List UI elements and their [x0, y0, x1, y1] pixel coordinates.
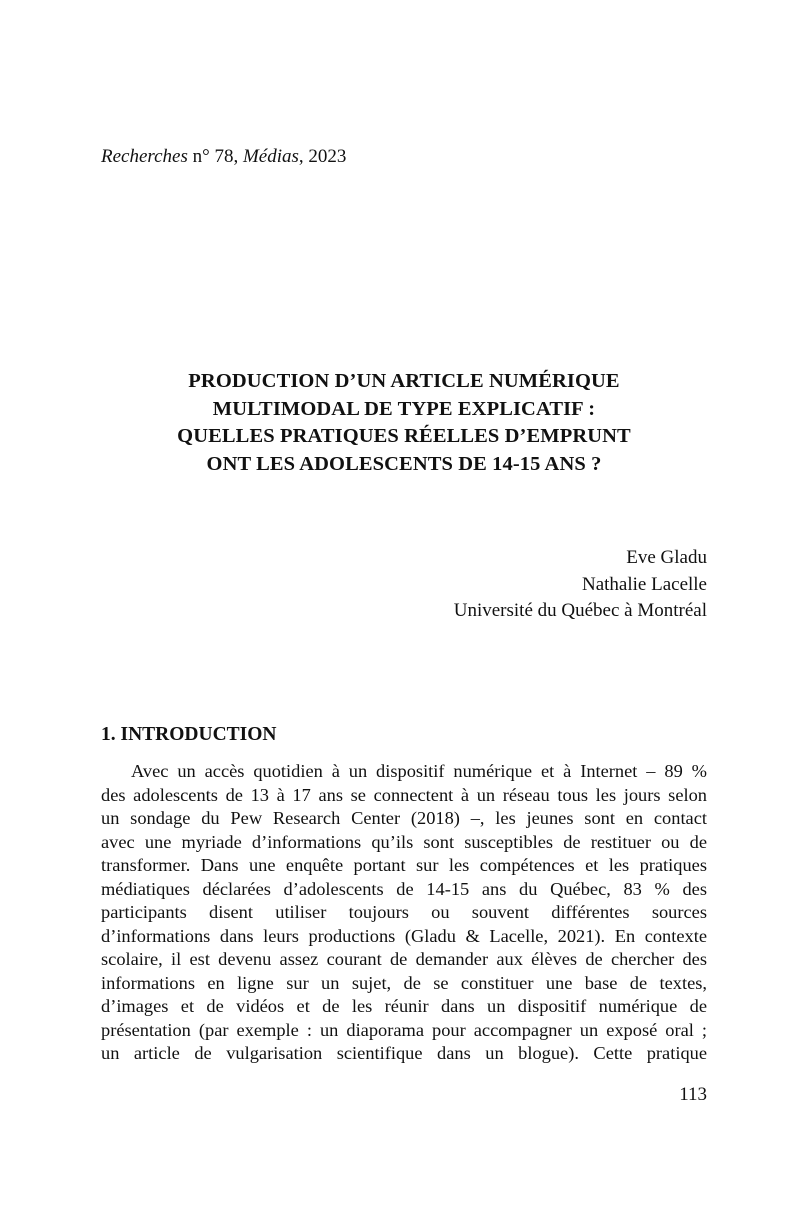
paragraph-line: participants disent utiliser toujours ou souvent différentes sources [101, 902, 707, 922]
title-line: ONT LES ADOLESCENTS DE 14-15 ANS ? [206, 452, 602, 475]
page-number: 113 [679, 1084, 707, 1105]
issue-year: , 2023 [298, 146, 347, 167]
paragraph-line: présentation (par exemple : un diaporama pour accompagner un exposé oral ; [101, 1019, 707, 1040]
issue-theme: Médias [242, 146, 299, 167]
title-line: MULTIMODAL DE TYPE EXPLICATIF : [212, 397, 596, 420]
journal-name: Recherches [101, 146, 188, 167]
paragraph-line: médiatiques déclarées d’adolescents de 14-15 ans du Québec, 83 % des [101, 878, 707, 899]
body-paragraph [101, 760, 707, 1066]
title-line: PRODUCTION D’UN ARTICLE NUMÉRIQUE [188, 370, 620, 392]
paragraph-line: d’images et de vidéos et de les réunir dans un dispositif numérique de [101, 996, 707, 1016]
paragraph-line: un article de vulgarisation scientifique dans un blogue). Cette pratique [101, 1043, 707, 1063]
author-name: Eve Gladu [626, 547, 707, 568]
paragraph-line: d’informations dans leurs productions (Gladu & Lacelle, 2021). En contexte [101, 925, 707, 946]
paragraph-line: Avec un accès quotidien à un dispositif numérique et à Internet – 89 % [131, 761, 707, 781]
author-name: Nathalie Lacelle [581, 573, 707, 595]
issue-number: n° 78, [187, 146, 243, 167]
paragraph-line: des adolescents de 13 à 17 ans se connectent à un réseau tous les jours selon [101, 784, 707, 805]
paragraph-line: informations en ligne sur un sujet, de se constituer une base de textes, [101, 972, 707, 993]
author-affiliation: Université du Québec à Montréal [453, 600, 707, 621]
paragraph-line: avec une myriade d’informations qu’ils sont susceptibles de restituer ou de [101, 831, 707, 852]
paragraph-line: scolaire, il est devenu assez courant de demander aux élèves de chercher des [101, 949, 707, 969]
paragraph-line: un sondage du Pew Research Center (2018) –, les jeunes sont en contact [101, 808, 707, 828]
section-heading: 1. INTRODUCTION [101, 724, 277, 745]
article-title [101, 368, 707, 478]
running-head [101, 145, 346, 169]
paragraph-line: transformer. Dans une enquête portant sur les compétences et les pratiques [101, 855, 707, 875]
title-line: QUELLES PRATIQUES RÉELLES D’EMPRUNT [177, 425, 631, 447]
author-block [454, 545, 707, 625]
